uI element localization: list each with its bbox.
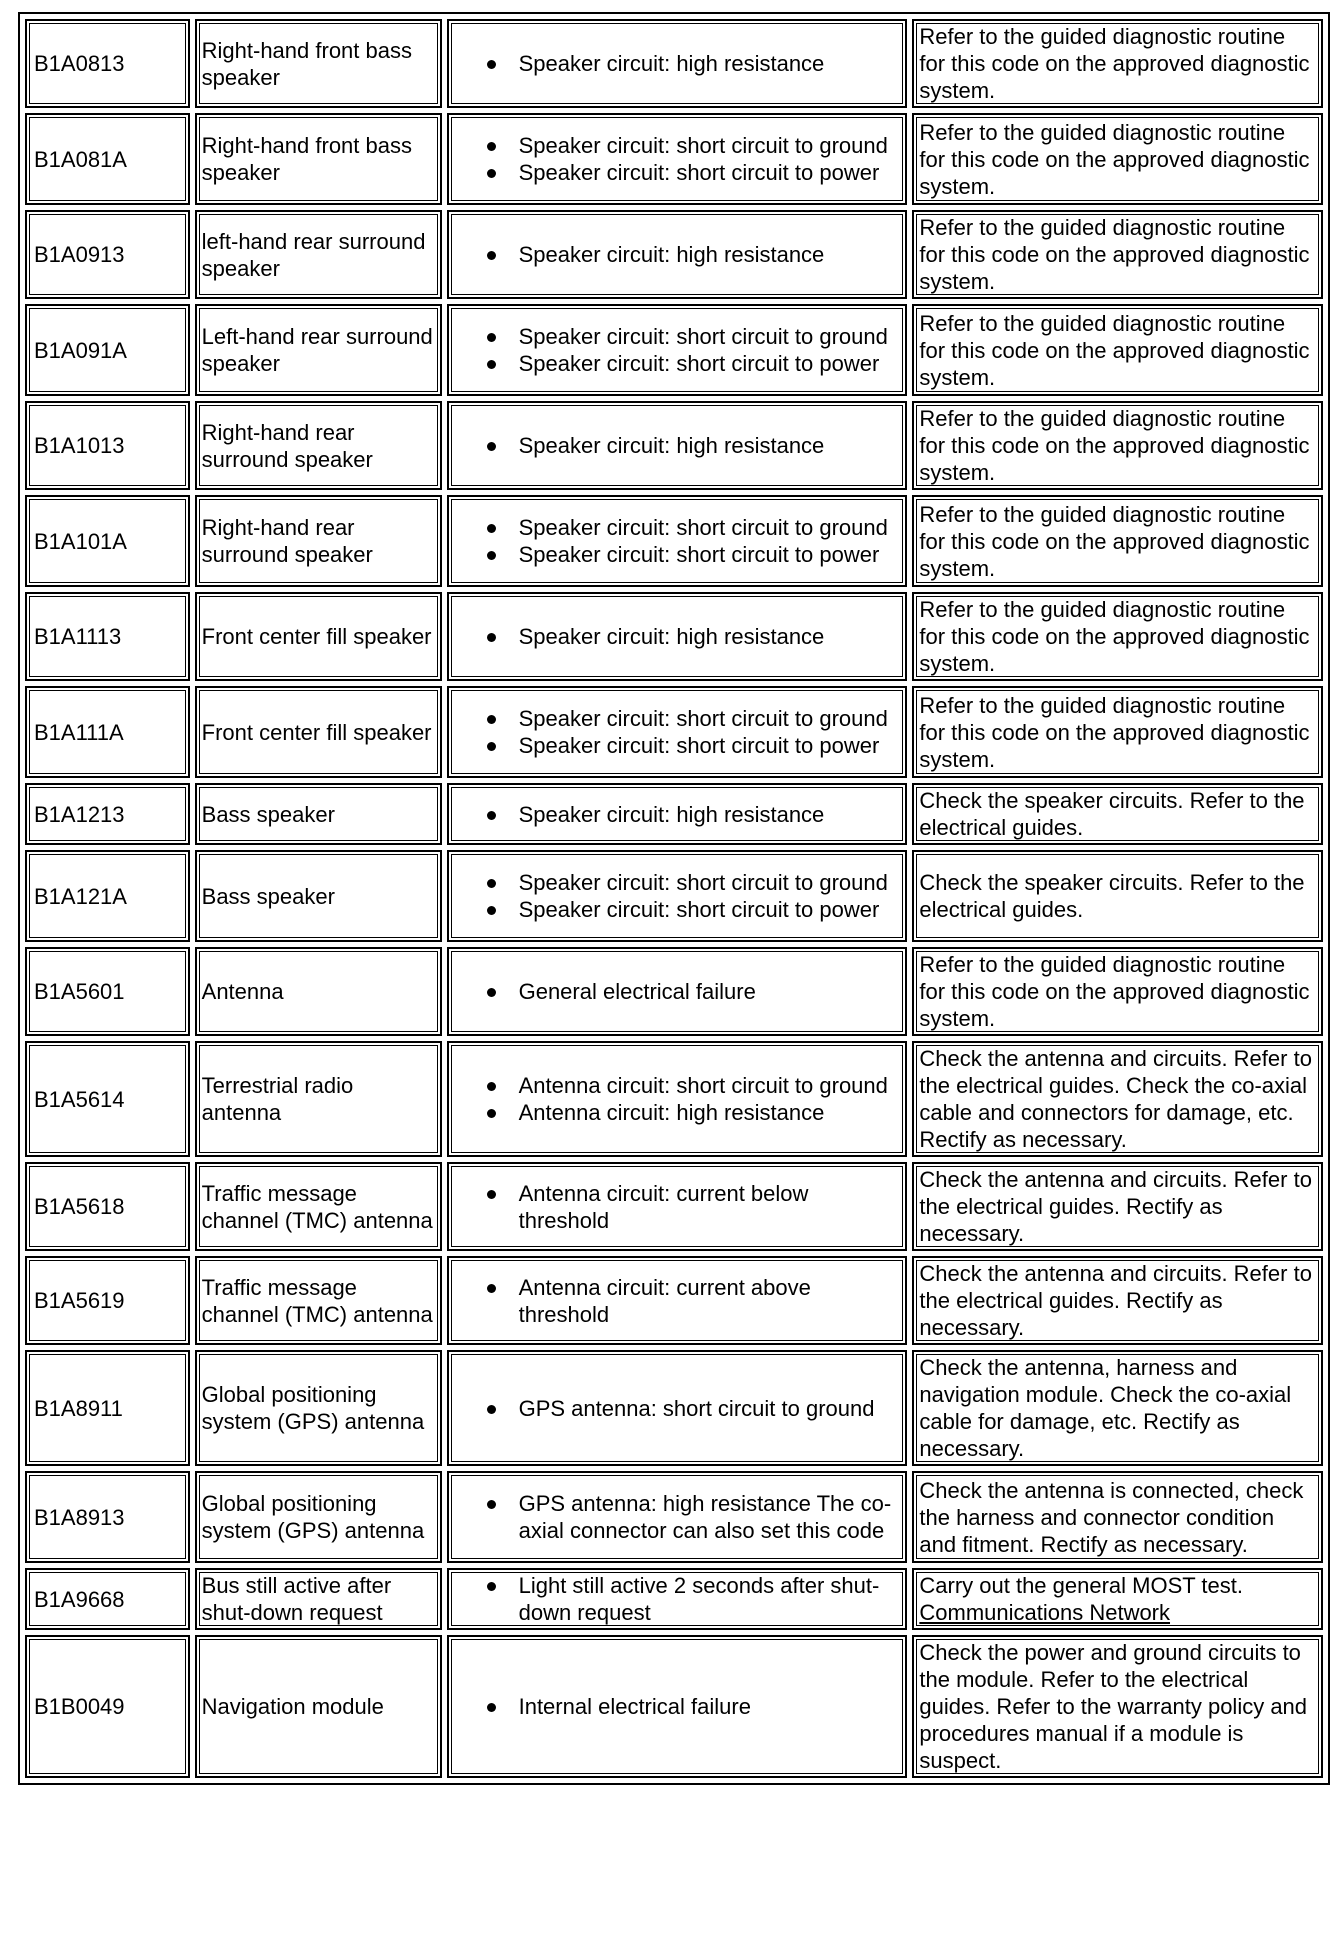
component-cell: Right-hand rear surround speaker	[195, 401, 442, 490]
component-cell: Bus still active after shut-down request	[195, 1568, 442, 1630]
component-cell: Global positioning system (GPS) antenna	[195, 1471, 442, 1563]
conditions-cell	[447, 592, 908, 681]
conditions-list	[487, 869, 902, 923]
condition-item: Speaker circuit: short circuit to power	[487, 732, 902, 759]
table-row	[25, 947, 1323, 1036]
conditions-cell	[447, 850, 908, 942]
action-text: Check the antenna and circuits. Refer to the electrical guides. Check the co-axial cable and connectors for damage, etc. Rectify as necessary.	[919, 1046, 1312, 1152]
action-text: Refer to the guided diagnostic routine for this code on the approved diagnostic system.	[919, 597, 1310, 676]
action-text: Refer to the guided diagnostic routine for this code on the approved diagnostic system.	[919, 952, 1310, 1031]
dtc-code-cell: B1A1213	[25, 783, 190, 845]
action-text: Refer to the guided diagnostic routine for this code on the approved diagnostic system.	[919, 119, 1310, 199]
conditions-cell	[447, 495, 908, 587]
action-cell	[912, 495, 1323, 587]
action-text: Refer to the guided diagnostic routine for this code on the approved diagnostic system.	[919, 215, 1310, 294]
action-text: Check the speaker circuits. Refer to the electrical guides.	[919, 870, 1305, 922]
component-cell: left-hand rear surround speaker	[195, 210, 442, 299]
action-cell	[912, 1256, 1323, 1345]
conditions-list	[487, 50, 902, 77]
conditions-list	[487, 323, 902, 377]
dtc-table-frame	[18, 12, 1330, 1785]
condition-item: Antenna circuit: current above threshold	[487, 1274, 902, 1328]
table-row	[25, 1471, 1323, 1563]
conditions-list	[487, 514, 902, 568]
conditions-cell	[447, 947, 908, 1036]
condition-item: Speaker circuit: short circuit to ground	[487, 705, 902, 732]
condition-item: Antenna circuit: high resistance	[487, 1099, 902, 1126]
condition-item: Speaker circuit: high resistance	[487, 623, 902, 650]
table-row	[25, 783, 1323, 845]
dtc-code-cell: B1A5614	[25, 1041, 190, 1157]
conditions-cell	[447, 304, 908, 396]
dtc-code-cell: B1B0049	[25, 1635, 190, 1778]
condition-item: Speaker circuit: high resistance	[487, 432, 902, 459]
table-row	[25, 304, 1323, 396]
table-row	[25, 1568, 1323, 1630]
condition-item: GPS antenna: short circuit to ground	[487, 1395, 902, 1422]
action-cell	[912, 1350, 1323, 1466]
action-text: Refer to the guided diagnostic routine for this code on the approved diagnostic system.	[919, 24, 1310, 103]
dtc-table-body	[25, 19, 1323, 1778]
action-cell	[912, 1471, 1323, 1563]
action-cell	[912, 850, 1323, 942]
conditions-list	[487, 1395, 902, 1422]
dtc-code-cell: B1A0813	[25, 19, 190, 108]
action-text: Refer to the guided diagnostic routine for this code on the approved diagnostic system.	[919, 406, 1310, 485]
table-row	[25, 686, 1323, 778]
table-row	[25, 401, 1323, 490]
dtc-code-cell: B1A101A	[25, 495, 190, 587]
dtc-code-cell: B1A111A	[25, 686, 190, 778]
condition-item: Light still active 2 seconds after shut-down request	[487, 1572, 902, 1626]
condition-item: Speaker circuit: short circuit to power	[487, 159, 902, 186]
table-row	[25, 592, 1323, 681]
table-row	[25, 210, 1323, 299]
conditions-list	[487, 1072, 902, 1126]
component-cell: Traffic message channel (TMC) antenna	[195, 1256, 442, 1345]
table-row	[25, 1350, 1323, 1466]
condition-item: Speaker circuit: short circuit to ground	[487, 323, 902, 350]
communications-network-link[interactable]: Communications Network	[919, 1600, 1171, 1625]
component-cell: Global positioning system (GPS) antenna	[195, 1350, 442, 1466]
action-cell	[912, 1162, 1323, 1251]
table-row	[25, 1635, 1323, 1778]
table-row	[25, 1041, 1323, 1157]
component-cell: Left-hand rear surround speaker	[195, 304, 442, 396]
conditions-list	[487, 978, 902, 1005]
conditions-cell	[447, 401, 908, 490]
condition-item: Speaker circuit: high resistance	[487, 50, 902, 77]
condition-item: Speaker circuit: short circuit to ground	[487, 869, 902, 896]
action-cell	[912, 1041, 1323, 1157]
conditions-cell	[447, 1350, 908, 1466]
condition-item: Antenna circuit: short circuit to ground	[487, 1072, 902, 1099]
conditions-list	[487, 1572, 902, 1626]
dtc-code-cell: B1A081A	[25, 113, 190, 205]
action-text: Refer to the guided diagnostic routine for this code on the approved diagnostic system.	[919, 692, 1310, 772]
condition-item: General electrical failure	[487, 978, 902, 1005]
condition-item: Speaker circuit: short circuit to ground	[487, 132, 902, 159]
conditions-list	[487, 801, 902, 828]
action-cell	[912, 113, 1323, 205]
dtc-code-cell: B1A5601	[25, 947, 190, 1036]
table-row	[25, 113, 1323, 205]
action-cell	[912, 686, 1323, 778]
action-text: Check the speaker circuits. Refer to the electrical guides.	[919, 788, 1305, 840]
dtc-code-cell: B1A1113	[25, 592, 190, 681]
condition-item: Internal electrical failure	[487, 1693, 902, 1720]
table-row	[25, 1162, 1323, 1251]
action-text: Check the antenna, harness and navigation module. Check the co-axial cable for damage, etc. Rectify as necessary.	[919, 1355, 1292, 1461]
conditions-cell	[447, 1256, 908, 1345]
action-text: Refer to the guided diagnostic routine for this code on the approved diagnostic system.	[919, 501, 1310, 581]
conditions-list	[487, 132, 902, 186]
conditions-cell	[447, 1041, 908, 1157]
conditions-cell	[447, 113, 908, 205]
conditions-list	[487, 241, 902, 268]
conditions-list	[487, 1693, 902, 1720]
condition-item: GPS antenna: high resistance The co-axial connector can also set this code	[487, 1490, 902, 1544]
condition-item: Speaker circuit: short circuit to power	[487, 896, 902, 923]
action-text: Carry out the general MOST test.	[919, 1573, 1243, 1598]
action-text: Check the antenna is connected, check the harness and connector condition and fitment. Rectify as necessary.	[919, 1477, 1304, 1557]
condition-item: Speaker circuit: short circuit to power	[487, 541, 902, 568]
conditions-cell	[447, 783, 908, 845]
action-text: Check the antenna and circuits. Refer to the electrical guides. Rectify as necessary.	[919, 1261, 1312, 1340]
action-cell	[912, 401, 1323, 490]
condition-item: Speaker circuit: short circuit to ground	[487, 514, 902, 541]
conditions-cell	[447, 19, 908, 108]
component-cell: Right-hand rear surround speaker	[195, 495, 442, 587]
conditions-cell	[447, 1471, 908, 1563]
action-cell	[912, 1635, 1323, 1778]
action-cell	[912, 19, 1323, 108]
action-cell	[912, 783, 1323, 845]
component-cell: Navigation module	[195, 1635, 442, 1778]
action-cell	[912, 210, 1323, 299]
dtc-code-cell: B1A5619	[25, 1256, 190, 1345]
component-cell: Terrestrial radio antenna	[195, 1041, 442, 1157]
condition-item: Speaker circuit: short circuit to power	[487, 350, 902, 377]
condition-item: Speaker circuit: high resistance	[487, 801, 902, 828]
action-text: Refer to the guided diagnostic routine for this code on the approved diagnostic system.	[919, 310, 1310, 390]
conditions-list	[487, 705, 902, 759]
dtc-code-cell: B1A1013	[25, 401, 190, 490]
action-text: Check the power and ground circuits to the module. Refer to the electrical guides. Refer to the warranty policy and procedures manual if a module is suspect.	[919, 1640, 1308, 1773]
component-cell: Antenna	[195, 947, 442, 1036]
dtc-code-cell: B1A9668	[25, 1568, 190, 1630]
action-cell	[912, 947, 1323, 1036]
component-cell: Front center fill speaker	[195, 592, 442, 681]
conditions-list	[487, 432, 902, 459]
component-cell: Traffic message channel (TMC) antenna	[195, 1162, 442, 1251]
action-cell	[912, 304, 1323, 396]
conditions-cell	[447, 1162, 908, 1251]
component-cell: Front center fill speaker	[195, 686, 442, 778]
conditions-list	[487, 1180, 902, 1234]
conditions-cell	[447, 1635, 908, 1778]
action-text: Check the antenna and circuits. Refer to the electrical guides. Rectify as necessary.	[919, 1167, 1312, 1246]
conditions-cell	[447, 210, 908, 299]
action-cell	[912, 1568, 1323, 1630]
dtc-code-cell: B1A121A	[25, 850, 190, 942]
dtc-table	[20, 14, 1328, 1783]
component-cell: Bass speaker	[195, 850, 442, 942]
conditions-list	[487, 623, 902, 650]
conditions-list	[487, 1490, 902, 1544]
table-row	[25, 495, 1323, 587]
component-cell: Bass speaker	[195, 783, 442, 845]
dtc-code-cell: B1A5618	[25, 1162, 190, 1251]
table-row	[25, 19, 1323, 108]
conditions-list	[487, 1274, 902, 1328]
dtc-code-cell: B1A8911	[25, 1350, 190, 1466]
table-row	[25, 850, 1323, 942]
component-cell: Right-hand front bass speaker	[195, 113, 442, 205]
component-cell: Right-hand front bass speaker	[195, 19, 442, 108]
dtc-code-cell: B1A091A	[25, 304, 190, 396]
dtc-code-cell: B1A0913	[25, 210, 190, 299]
conditions-cell	[447, 686, 908, 778]
condition-item: Speaker circuit: high resistance	[487, 241, 902, 268]
dtc-code-cell: B1A8913	[25, 1471, 190, 1563]
action-cell	[912, 592, 1323, 681]
conditions-cell	[447, 1568, 908, 1630]
condition-item: Antenna circuit: current below threshold	[487, 1180, 902, 1234]
table-row	[25, 1256, 1323, 1345]
